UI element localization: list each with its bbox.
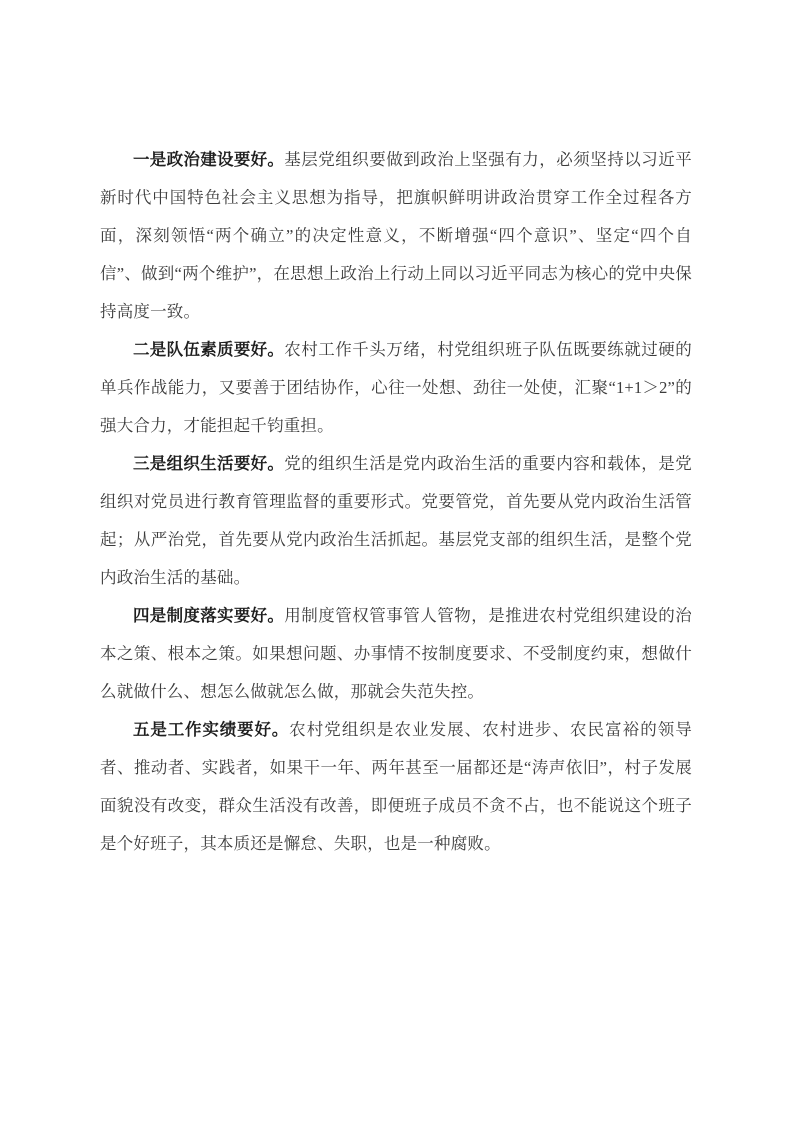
document-body bbox=[100, 141, 692, 863]
paragraph-3-lead: 三是组织生活要好。 bbox=[133, 454, 285, 473]
paragraph-2 bbox=[100, 331, 692, 445]
paragraph-4-body: 用制度管权管事管人管物，是推进农村党组织建设的治本之策、根本之策。如果想问题、办事情不按制度要求、不受制度约束，想做什么就做什么、想怎么做就怎么做，那就会失范失控。 bbox=[100, 606, 692, 701]
paragraph-4 bbox=[100, 597, 692, 711]
paragraph-4-lead: 四是制度落实要好。 bbox=[133, 606, 285, 625]
paragraph-1-lead: 一是政治建设要好。 bbox=[133, 150, 285, 169]
paragraph-1-body: 基层党组织要做到政治上坚强有力，必须坚持以习近平新时代中国特色社会主义思想为指导，把旗帜鲜明讲政治贯穿工作全过程各方面，深刻领悟“两个确立”的决定性意义，不断增强“四个意识”、坚定“四个自信”、做到“两个维护”，在思想上政治上行动上同以习近平同志为核心的党中央保持高度一致。 bbox=[100, 150, 692, 321]
paragraph-5 bbox=[100, 711, 692, 863]
paragraph-5-body: 农村党组织是农业发展、农村进步、农民富裕的领导者、推动者、实践者，如果干一年、两年甚至一届都还是“涛声依旧”，村子发展面貌没有改变，群众生活没有改善，即便班子成员不贪不占，也不能说这个班子是个好班子，其本质还是懈怠、失职，也是一种腐败。 bbox=[100, 720, 693, 853]
paragraph-3 bbox=[100, 445, 692, 597]
paragraph-5-lead: 五是工作实绩要好。 bbox=[133, 720, 290, 739]
paragraph-2-lead: 二是队伍素质要好。 bbox=[133, 340, 285, 359]
paragraph-2-body: 农村工作千头万绪，村党组织班子队伍既要练就过硬的单兵作战能力，又要善于团结协作，心往一处想、劲往一处使，汇聚“1+1＞2”的强大合力，才能担起千钧重担。 bbox=[100, 340, 692, 435]
paragraph-1 bbox=[100, 141, 692, 331]
paragraph-3-body: 党的组织生活是党内政治生活的重要内容和载体，是党组织对党员进行教育管理监督的重要形式。党要管党，首先要从党内政治生活管起；从严治党，首先要从党内政治生活抓起。基层党支部的组织生活，是整个党内政治生活的基础。 bbox=[100, 454, 692, 587]
